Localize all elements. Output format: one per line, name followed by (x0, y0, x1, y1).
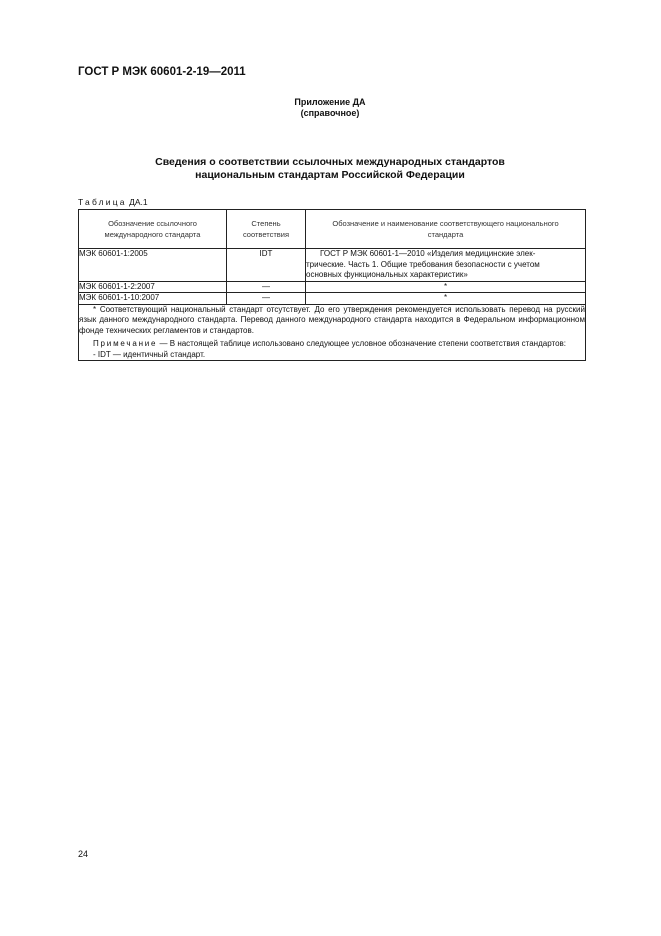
header-ref-line1: Обозначение ссылочного (108, 219, 197, 228)
table-caption (78, 197, 148, 207)
table-row (79, 293, 586, 305)
header-national-line1: Обозначение и наименование соответствующего национального (332, 219, 559, 228)
section-heading-line2: национальным стандартам Российской Федерации (195, 169, 465, 181)
document-code: ГОСТ Р МЭК 60601-2-19—2011 (78, 66, 246, 78)
table-notes (79, 304, 586, 361)
cell-ref: МЭК 60601-1-2:2007 (79, 281, 227, 293)
header-ref-standard (79, 210, 227, 249)
appendix-subtitle: (справочное) (300, 108, 360, 118)
note-label: Примечание (93, 339, 158, 348)
cell-ref: МЭК 60601-1:2005 (79, 249, 227, 282)
correspondence-table (78, 209, 586, 361)
table-note (79, 339, 585, 350)
header-national-line2: стандарта (427, 230, 464, 239)
page-number: 24 (78, 849, 89, 859)
cell-national (306, 249, 586, 282)
header-degree-line2: соответствия (242, 230, 290, 239)
table-caption-word: Таблица (78, 197, 127, 207)
cell-national: * (306, 281, 586, 293)
cell-national-line3: основных функциональных характеристик» (306, 270, 468, 279)
cell-national: * (306, 293, 586, 305)
section-heading-line1: Сведения о соответствии ссылочных международных стандартов (155, 156, 505, 168)
appendix-title: Приложение ДА (294, 97, 366, 107)
cell-degree: — (227, 281, 306, 293)
cell-degree: — (227, 293, 306, 305)
header-degree (227, 210, 306, 249)
cell-degree: IDT (227, 249, 306, 282)
cell-national-line2: трические. Часть 1. Общие требования безопасности с учетом (306, 259, 540, 269)
header-degree-line1: Степень (251, 219, 281, 228)
header-ref-line2: международного стандарта (104, 230, 201, 239)
cell-national-line1: ГОСТ Р МЭК 60601-1—2010 «Изделия медицинские элек- (320, 249, 536, 258)
cell-ref: МЭК 60601-1-10:2007 (79, 293, 227, 305)
table-row (79, 249, 586, 282)
table-row (79, 281, 586, 293)
note-text: — В настоящей таблице использовано следующее условное обозначение степени соответствия стандартов: (157, 339, 566, 348)
table-header-row (79, 210, 586, 249)
section-heading (78, 156, 582, 182)
table-footnote: * Соответствующий национальный стандарт отсутствует. До его утверждения рекомендуется использовать перевод на русский язык данного международного стандарта. Перевод данного международного стандарта находится в Федеральном информационном фонде технических регламентов и стандартов. (79, 304, 585, 335)
table-caption-id: ДА.1 (129, 197, 148, 207)
header-national-standard (306, 210, 586, 249)
note-item: - IDT — идентичный стандарт. (93, 349, 206, 359)
table-notes-row (79, 304, 586, 361)
